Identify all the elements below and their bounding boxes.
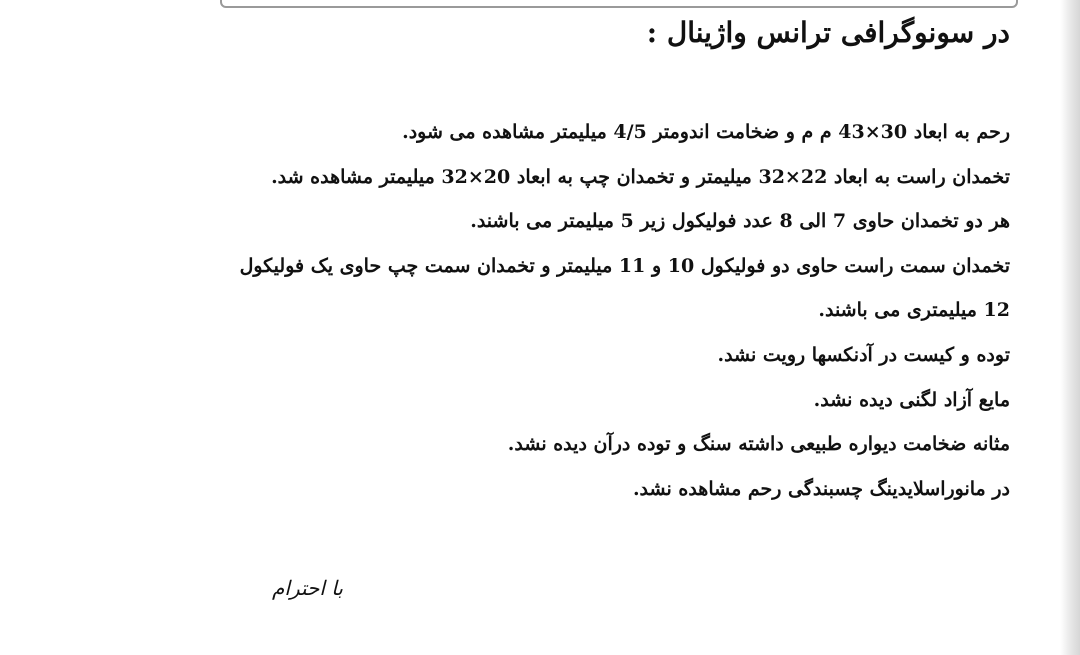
page-edge-shadow	[1060, 0, 1080, 655]
report-line: تخمدان سمت راست حاوی دو فولیکول 10 و 11 میلیمتر و تخمدان سمت چپ حاوی یک فولیکول	[239, 254, 1010, 277]
report-line: رحم به ابعاد 30×43 م م و ضخامت اندومتر 4/5 میلیمتر مشاهده می شود.	[402, 121, 1010, 143]
report-line: مایع آزاد لگنی دیده نشد.	[813, 388, 1010, 411]
report-title: در سونوگرافی ترانس واژینال :	[646, 16, 1010, 49]
report-line: توده و کیست در آدنکسها رویت نشد.	[717, 343, 1010, 366]
report-line: 12 میلیمتری می باشند.	[818, 299, 1010, 322]
report-line: در مانوراسلایدینگ چسبندگی رحم مشاهده نشد.	[632, 477, 1010, 500]
report-body	[80, 110, 1010, 511]
report-line: تخمدان راست به ابعاد 22×32 میلیمتر و تخمدان چپ به ابعاد 20×32 میلیمتر مشاهده شد.	[271, 165, 1010, 188]
header-frame	[220, 0, 1018, 8]
report-line: مثانه ضخامت دیواره طبیعی داشته سنگ و توده درآن دیده نشد.	[507, 433, 1010, 456]
signature: با احترام	[272, 576, 343, 600]
report-line: هر دو تخمدان حاوی 7 الی 8 عدد فولیکول زیر 5 میلیمتر می باشند.	[470, 210, 1010, 233]
